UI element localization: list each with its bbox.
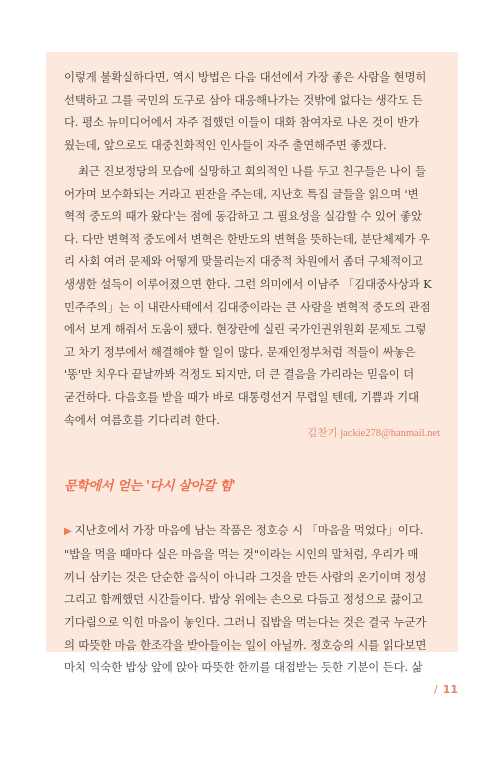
footer-slash: / [433, 683, 438, 696]
page-footer [434, 683, 458, 696]
triangle-marker-icon: ▶ [64, 525, 72, 537]
section-paragraph-block [64, 496, 440, 679]
article-paragraph-1: 이렇게 불확실하다면, 역시 방법은 다음 대선에서 가장 좋은 사람을 현명히 선택하고 그를 국민의 도구로 삼아 대응해나가는 것밖에 없다는 생각도 든 다. 평소 뉴미디어에서 자주 접했던 이들이 대화 참여자로 나온 것이 반가 웠는데, 앞으로도 대중친화적인 인사들이 자주 출연해주면 좋겠다. [64, 70, 427, 152]
page-number: 11 [442, 683, 458, 696]
section-paragraph: 지난호에서 가장 마음에 남는 작품은 정호승 시 「마음을 먹었다」이다. "밥을 먹을 때마다 실은 마음을 먹는 것"이라는 시인의 말처럼, 우리가 매 끼니 삼키는 것은 단순한 음식이 아니라 그것을 만든 사람의 온기이며 정성 그리고 함께했던 시간들이다. 밥상 위에는 손으로 다듬고 정성으로 끓이고 기다림으로 익힌 마음이 놓인다. 그러니 집밥을 먹는다는 것은 결국 누군가 의 따뜻한 마음 한조각을 받아들이는 일이 아닐까. 정호승의 시를 읽다보면 마치 익숙한 밥상 앞에 앉아 따뜻한 한끼를 대접받는 듯한 기분이 든다. 삶 [64, 522, 427, 675]
author-signature: 김찬기 jackie278@hanmail.net [307, 428, 440, 439]
section-heading: 문학에서 얻는 '다시 살아갈 힘' [64, 479, 236, 494]
article-paragraph-2: 최근 진보정당의 모습에 실망하고 회의적인 나를 두고 친구들은 나이 들 어가며 보수화되는 거라고 핀잔을 주는데, 지난호 특집 글들을 읽으며 '변 혁적 중도의 때가 왔다'는 점에 동감하고 그 필요성을 실감할 수 있어 좋았 다. 다만 변혁적 중도에서 변혁은 한반도의 변혁을 뜻하는데, 분단체제가 우 리 사회 여러 문제와 어떻게 맞물리는지 대중적 차원에서 좀더 구체적이고 생생한 설득이 이루어졌으면 한다. 그런 의미에서 이남주 「김대중사상과 K 민주주의」는 이 내란사태에서 김대중이라는 큰 사람을 변혁적 중도의 관점 에서 보게 해줘서 도움이 됐다. 현장란에 실린 국가인권위원회 문제도 그렇 고 차기 정부에서 해결해야 할 일이 많다. 문재인정부처럼 적들이 싸놓은 '똥'만 치우다 끝날까봐 걱정도 되지만, 더 큰 결음을 가리라는 믿음이 더 굳건하다. 다음호를 받을 때가 바로 대통령선거 무렵일 텐데, 기쁨과 기대 속에서 여름호를 기다리려 한다. [64, 164, 432, 427]
